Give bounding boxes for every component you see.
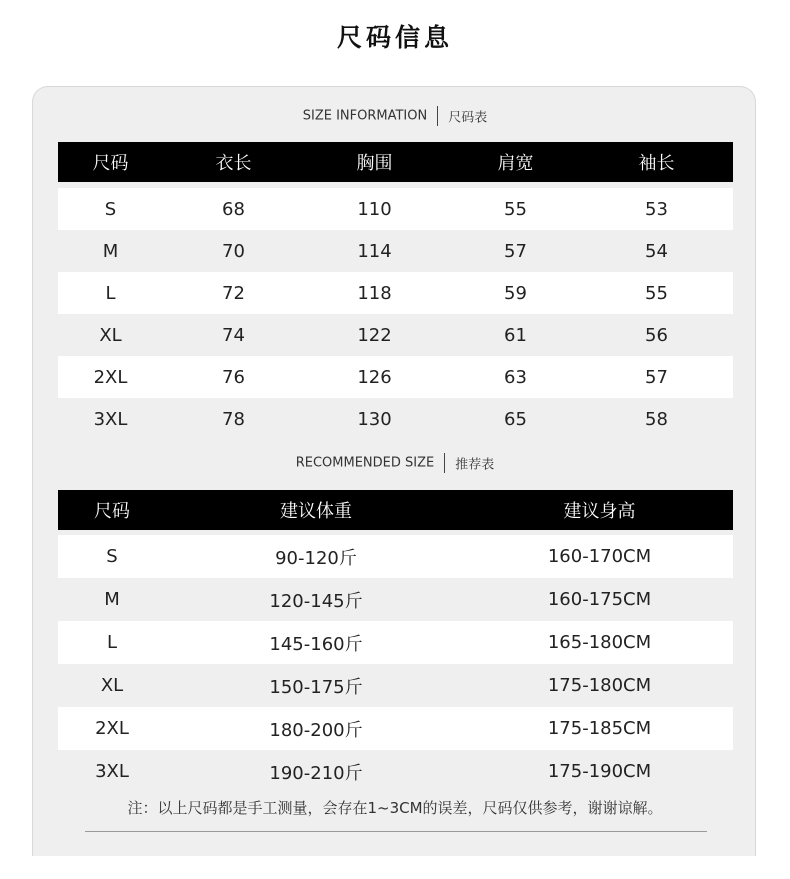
cell: 175-185CM	[547, 718, 652, 739]
cell: 78	[222, 408, 245, 430]
cell: 63	[504, 366, 527, 388]
table-row	[58, 664, 733, 707]
recommended-heading	[0, 453, 790, 473]
cell: 126	[357, 366, 392, 388]
cell: 76	[222, 366, 245, 388]
cell: 58	[645, 408, 668, 430]
cell: 145-160斤	[269, 633, 363, 655]
size-table-header	[58, 142, 733, 182]
cell: 3XL	[93, 408, 128, 430]
header-shoulder: 肩宽	[497, 153, 534, 174]
table-row	[58, 578, 733, 621]
cell: 118	[357, 282, 392, 304]
size-info-cn: 尺码表	[448, 110, 488, 126]
recommended-cn: 推荐表	[455, 457, 495, 473]
cell: 90-120斤	[275, 547, 357, 569]
bottom-divider	[85, 831, 707, 832]
cell: 59	[504, 282, 527, 304]
header-length: 衣长	[215, 153, 252, 174]
recommended-table-header	[58, 490, 733, 530]
cell: 68	[222, 198, 245, 220]
cell: 72	[222, 282, 245, 304]
size-info-en: SIZE INFORMATION	[302, 108, 428, 124]
cell: 160-170CM	[547, 546, 652, 567]
cell: 57	[645, 366, 668, 388]
cell: 120-145斤	[269, 590, 363, 612]
page-title: 尺码信息	[336, 23, 453, 52]
cell: 74	[222, 324, 245, 346]
cell: L	[105, 282, 116, 304]
header-height: 建议身高	[563, 501, 636, 522]
table-row	[58, 398, 733, 440]
cell: 150-175斤	[269, 676, 363, 698]
cell: 61	[504, 324, 527, 346]
table-row	[58, 750, 733, 793]
table-row	[58, 314, 733, 356]
cell: 3XL	[95, 761, 129, 782]
header-size: 尺码	[94, 501, 130, 522]
cell: 190-210斤	[269, 762, 363, 784]
cell: M	[104, 589, 120, 610]
heading-divider	[444, 453, 445, 473]
size-info-heading	[0, 106, 790, 126]
cell: 70	[222, 240, 245, 262]
cell: 54	[645, 240, 668, 262]
cell: 56	[645, 324, 668, 346]
cell: XL	[99, 324, 122, 346]
cell: S	[106, 546, 118, 567]
cell: 2XL	[95, 718, 129, 739]
cell: 175-180CM	[547, 675, 652, 696]
table-row	[58, 272, 733, 314]
cell: 180-200斤	[269, 719, 363, 741]
cell: 110	[357, 198, 392, 220]
heading-divider	[437, 106, 438, 126]
cell: XL	[100, 675, 124, 696]
table-row	[58, 535, 733, 578]
cell: 53	[645, 198, 668, 220]
header-size: 尺码	[92, 153, 129, 174]
cell: 65	[504, 408, 527, 430]
cell: 114	[357, 240, 392, 262]
measurement-note: 注：以上尺码都是手工测量，会存在1~3CM的误差，尺码仅供参考，谢谢谅解。	[127, 799, 663, 817]
table-row	[58, 230, 733, 272]
header-chest: 胸围	[356, 153, 393, 174]
cell: 122	[357, 324, 392, 346]
cell: 57	[504, 240, 527, 262]
header-weight: 建议体重	[280, 501, 352, 522]
header-sleeve: 袖长	[638, 153, 675, 174]
cell: S	[104, 198, 117, 220]
cell: 160-175CM	[547, 589, 652, 610]
cell: 55	[504, 198, 527, 220]
size-table	[58, 142, 733, 440]
table-row	[58, 188, 733, 230]
table-row	[58, 621, 733, 664]
table-row	[58, 356, 733, 398]
recommended-table	[58, 490, 733, 793]
cell: 55	[645, 282, 668, 304]
cell: 2XL	[93, 366, 128, 388]
cell: M	[102, 240, 119, 262]
cell: L	[106, 632, 118, 653]
cell: 130	[357, 408, 392, 430]
recommended-en: RECOMMENDED SIZE	[295, 455, 435, 471]
cell: 175-190CM	[547, 761, 652, 782]
table-row	[58, 707, 733, 750]
cell: 165-180CM	[547, 632, 652, 653]
